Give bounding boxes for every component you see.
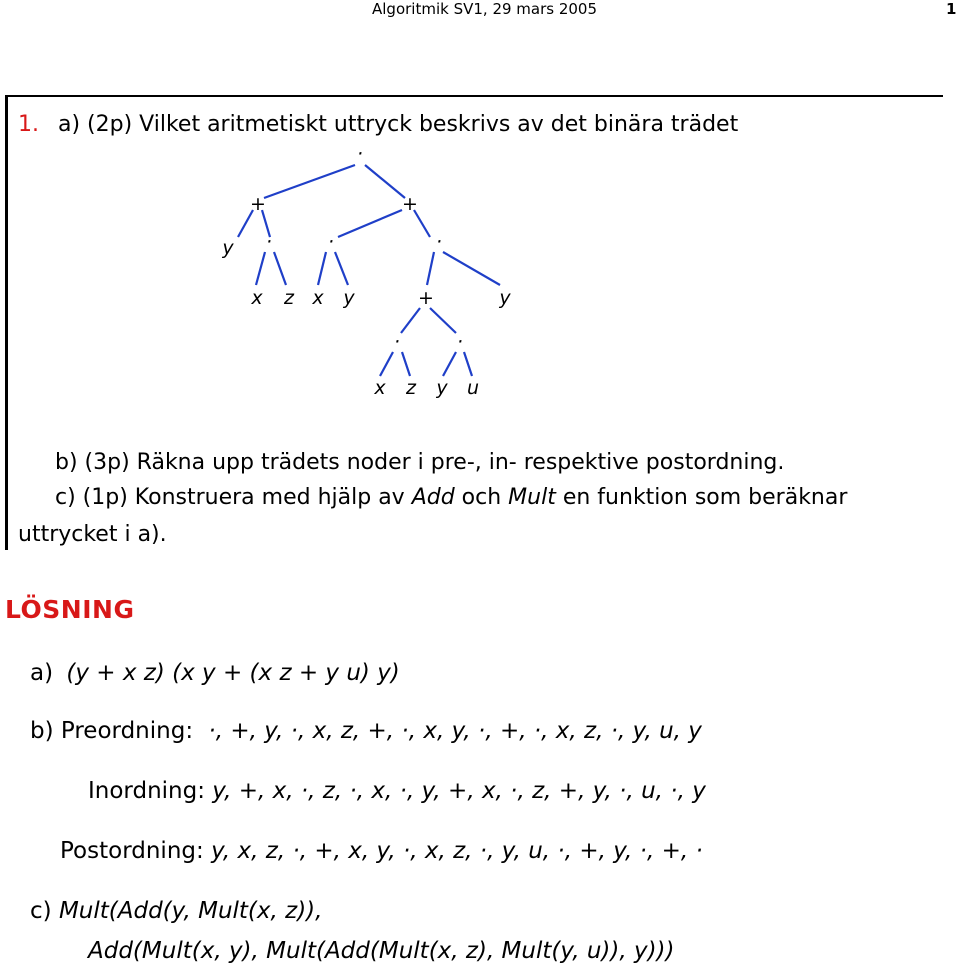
pre-sequence: ·, +, y, ·, x, z, +, ·, x, y, ·, +, ·, x, z, ·, y, u, y: [208, 718, 702, 744]
node-dot-c: ·: [435, 231, 443, 253]
solution-a-expr: (y + x z) (x y + (x z + y u) y): [66, 660, 400, 686]
node-root: ·: [356, 143, 364, 165]
node-u1: u: [466, 377, 480, 399]
problem-part-c: [55, 485, 847, 510]
node-dot-b: ·: [327, 231, 335, 253]
part-c-och: och: [454, 485, 509, 510]
solution-c-line1: Mult(Add(y, Mult(x, z)),: [58, 898, 323, 924]
part-c-add: Add: [411, 485, 455, 510]
solution-c: [30, 898, 322, 924]
pre-label: Preordning:: [60, 718, 194, 744]
part-c-prefix: c) (1p) Konstruera med hjälp av: [55, 485, 412, 510]
node-z1: z: [284, 287, 294, 309]
node-dot-e: ·: [456, 331, 464, 353]
node-y3: y: [499, 287, 511, 309]
page-number: 1: [946, 0, 957, 18]
solution-c-label: c): [30, 898, 52, 924]
node-dot-d: ·: [393, 331, 401, 353]
node-y1: y: [222, 237, 234, 259]
top-rule: [5, 95, 943, 97]
problem-number: 1.: [18, 112, 39, 137]
solution-heading: LÖSNING: [5, 595, 135, 624]
part-c-suffix: en funktion som beräknar: [555, 485, 848, 510]
node-x1: x: [251, 287, 263, 309]
post-label: Postordning:: [60, 838, 204, 864]
node-z2: z: [406, 377, 416, 399]
problem-part-b: b) (3p) Räkna upp trädets noder i pre-, in- respektive postordning.: [55, 450, 785, 475]
node-y4: y: [436, 377, 448, 399]
solution-c-line2: Add(Mult(x, y), Mult(Add(Mult(x, z), Mult(y, u)), y))): [88, 938, 675, 964]
node-dot-a: ·: [265, 231, 273, 253]
solution-a: [30, 660, 400, 686]
node-plus-right: +: [402, 193, 418, 215]
solution-b-in: [88, 778, 706, 804]
node-plus-left: +: [250, 193, 266, 215]
in-label: Inordning:: [88, 778, 205, 804]
node-y2: y: [343, 287, 355, 309]
node-plus-inner: +: [418, 287, 434, 309]
binary-tree: [0, 140, 960, 410]
solution-b-label: b): [30, 718, 54, 744]
solution-b-pre: [30, 718, 702, 744]
header-title: Algoritmik SV1, 29 mars 2005: [372, 0, 598, 18]
problem-part-a: a) (2p) Vilket aritmetiskt uttryck beskrivs av det binära trädet: [58, 112, 739, 137]
solution-b-post: [60, 838, 703, 864]
node-x2: x: [312, 287, 324, 309]
node-x3: x: [374, 377, 386, 399]
solution-a-label: a): [30, 660, 54, 686]
post-sequence: y, x, z, ·, +, x, y, ·, x, z, ·, y, u, ·, +, y, ·, +, ·: [211, 838, 703, 864]
problem-part-c-line2: uttrycket i a).: [18, 522, 167, 547]
part-c-mult: Mult: [508, 485, 556, 510]
in-sequence: y, +, x, ·, z, ·, x, ·, y, +, x, ·, z, +, y, ·, u, ·, y: [212, 778, 706, 804]
